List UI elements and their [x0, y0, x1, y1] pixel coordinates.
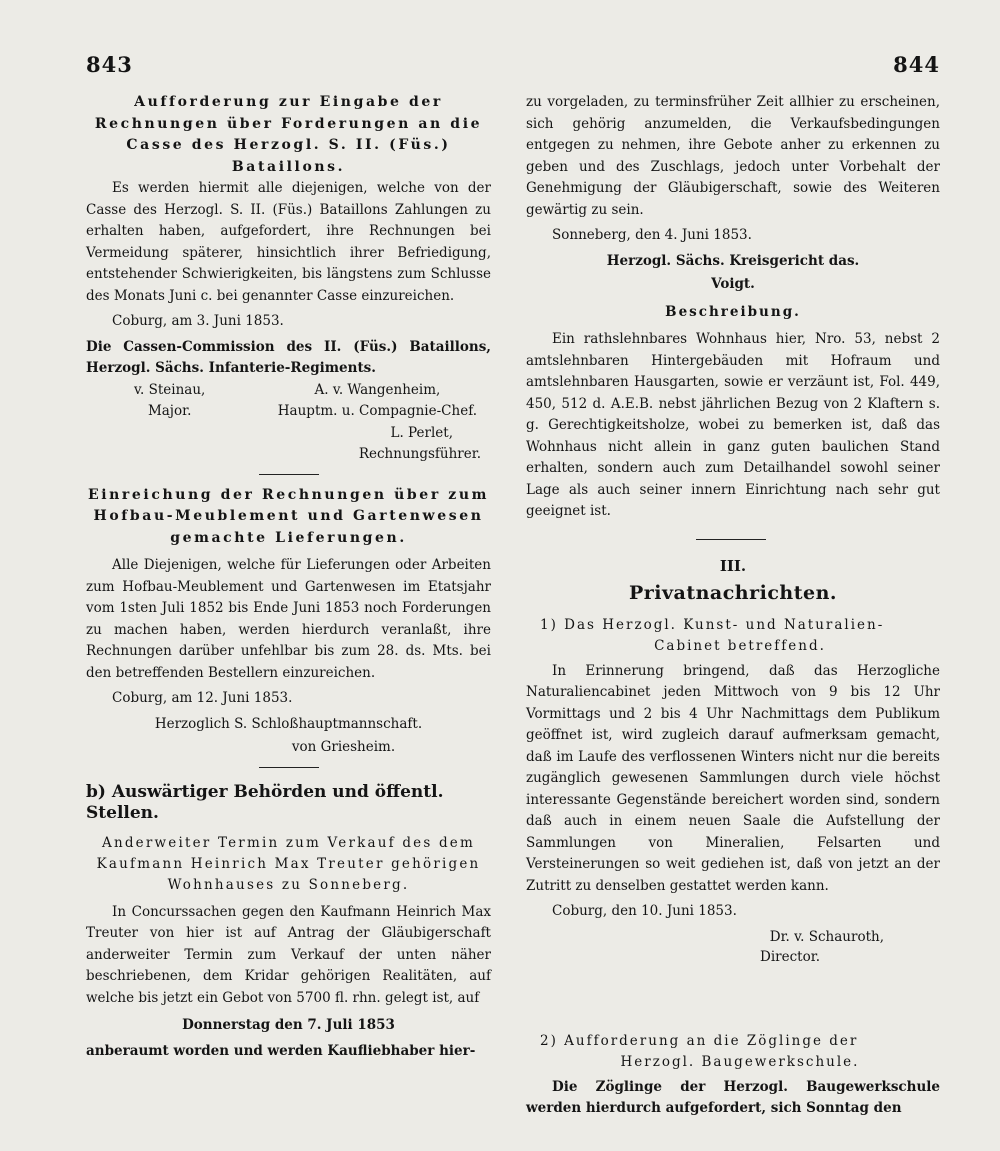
notice-heading-hofbau: Einreichung der Rechnungen über zum Hofbau-Meublement und Gartenwesen gemachte Lieferungen.: [87, 486, 490, 546]
divider: [696, 539, 766, 540]
signer-wangenheim-role: Hauptm. u. Compagnie-Chef.: [277, 403, 477, 419]
notice-date-bataillon: Coburg, am 3. Juni 1853.: [112, 313, 284, 329]
signer-schauroth: Dr. v. Schauroth,: [769, 928, 884, 945]
item-heading-baugewerkschule-line1: 2) Aufforderung an die Zöglinge der: [540, 1032, 859, 1049]
item-body-naturalien: In Erinnerung bringend, daß das Herzogliche Naturaliencabinet jeden Mittwoch von 9 bis 12 Uhr Vormittags und 2 bis 4 Uhr Nachmittags dem Publikum geöffnet ist, wird zugleich darauf aufmerksam gemacht, daß im Laufe des verflossenen Winters nicht nur die bereits zugänglich gewesenen Sammlungen durch viele höchst interessante Gegenstände bereichert worden sind, sondern daß auch in einem neuen Saale die Aufstellung der Sammlungen von Mineralien, Felsarten und Versteinerungen so weit gediehen ist, daß von jetzt an der Zutritt zu denselben gestattet werden kann.: [526, 662, 940, 894]
item-heading-naturalien: [526, 615, 940, 657]
signature-row: [86, 380, 491, 423]
signer-perlet: L. Perlet,: [390, 424, 453, 441]
divider: [259, 474, 319, 475]
divider: [259, 767, 319, 768]
notice-heading-treuter: Anderweiter Termin zum Verkauf des dem Kaufmann Heinrich Max Treuter gehörigen Wohnhauses zu Sonneberg.: [96, 834, 481, 893]
signer-steinau-role: Major.: [147, 403, 192, 419]
notice-body-bataillon: Es werden hiermit alle diejenigen, welche von der Casse des Herzogl. S. II. (Füs.) Bataillons Zahlungen zu erhalten haben, aufgefordert, ihre Rechnungen bei Vermeidung späterer, hinsichtlich ihrer Befriedigung, entstehender Schwierigkeiten, bis längstens zum Schlusse des Monats Juni c. bei genannter Casse einzureichen.: [86, 180, 491, 304]
item-heading-naturalien-line2: Cabinet betreffend.: [654, 637, 826, 654]
notice-heading-bataillon: Aufforderung zur Eingabe der Rechnungen über Forderungen an die Casse des Herzogl. S. II. (Füs.) Bataillons.: [94, 94, 483, 175]
item-heading-naturalien-line1: 1) Das Herzogl. Kunst- und Naturalien-: [540, 616, 885, 633]
signature-commission: Die Cassen-Commission des II. (Füs.) Bataillons, Herzogl. Sächs. Infanterie-Regiments.: [86, 338, 491, 376]
section-number-iii: III.: [719, 556, 747, 575]
signer-steinau: v. Steinau,: [134, 381, 206, 398]
item-date-naturalien: Coburg, den 10. Juni 1853.: [552, 903, 737, 919]
notice-body-treuter-cont: anberaumt worden und werden Kaufliebhaber hier-: [86, 1042, 476, 1059]
signer-griesheim: von Griesheim.: [291, 739, 396, 755]
notice-body-hofbau: Alle Diejenigen, welche für Lieferungen oder Arbeiten zum Hofbau-Meublement und Gartenwesen im Etatsjahr vom 1sten Juli 1852 bis Ende Juni 1853 noch Forderungen zu machen haben, werden hierdurch veranlaßt, ihre Rechnungen darüber unfehlbar bis zum 28. ds. Mts. bei den betreffenden Bestellern einzureichen.: [86, 557, 491, 681]
auction-date: Donnerstag den 7. Juli 1853: [182, 1017, 395, 1033]
notice-body-treuter: In Concurssachen gegen den Kaufmann Heinrich Max Treuter von hier ist auf Antrag der Gläubigerschaft anderweiter Termin zum Verkauf der unten näher beschriebenen, dem Kridar gehörigen Realitäten, auf welche bis jetzt ein Gebot von 5700 fl. rhn. gelegt ist, auf: [86, 903, 491, 1006]
item-heading-baugewerkschule-line2: Herzogl. Baugewerkschule.: [620, 1053, 860, 1070]
section-heading-privatnachrichten: Privatnachrichten.: [628, 582, 838, 604]
notice-date-sonneberg: Sonneberg, den 4. Juni 1853.: [552, 227, 752, 243]
right-column: [526, 92, 940, 1120]
item-body-baugewerkschule: Die Zöglinge der Herzogl. Baugewerkschule werden hierdurch aufgefordert, sich Sonntag den: [526, 1078, 940, 1116]
description-body: Ein rathslehnbares Wohnhaus hier, Nro. 53, nebst 2 amtslehnbaren Hintergebäuden mit Hofraum und amtslehnbaren Hausgarten, sowie er verzäunt ist, Fol. 449, 450, 512 d. A.E.B. nebst jährlichen Bezug von 2 Klaftern s. g. Gerechtigkeitsholze, wobei zu bemerken ist, daß das Wohnhaus nicht allein in ganz guten baulichen Stand erhalten, sondern auch zum Detailhandel sowohl seiner Lage als auch seiner innern Einrichtung nach sehr gut geeignet ist.: [526, 331, 940, 519]
signer-wangenheim: A. v. Wangenheim,: [314, 381, 441, 398]
notice-body-treuter-continued: zu vorgeladen, zu terminsfrüher Zeit allhier zu erscheinen, sich gehörig anzumelden, die Verkaufsbedingungen entgegen zu nehmen, ihre Gebote anher zu erkennen zu geben und des Zuschlags, jedoch unter Vorbehalt der Genehmigung der Gläubigerschaft, sowie des Weiteren gewärtig zu sein.: [526, 94, 940, 218]
notice-date-hofbau: Coburg, am 12. Juni 1853.: [112, 690, 293, 706]
section-heading-b: b) Auswärtiger Behörden und öffentl. Stellen.: [86, 781, 444, 823]
item-heading-baugewerkschule: [526, 1031, 940, 1073]
left-column: [86, 92, 491, 1062]
signature-kreisgericht: Herzogl. Sächs. Kreisgericht das.: [606, 252, 860, 269]
page-number-left: 843: [86, 52, 133, 77]
signature-schlosshauptmannschaft: Herzoglich S. Schloßhauptmannschaft.: [154, 715, 423, 732]
signer-perlet-role: Rechnungsführer.: [358, 446, 481, 462]
description-heading: Beschreibung.: [665, 303, 801, 320]
signer-voigt: Voigt.: [711, 276, 755, 292]
signer-schauroth-role: Director.: [760, 948, 820, 965]
page-number-right: 844: [893, 52, 940, 77]
